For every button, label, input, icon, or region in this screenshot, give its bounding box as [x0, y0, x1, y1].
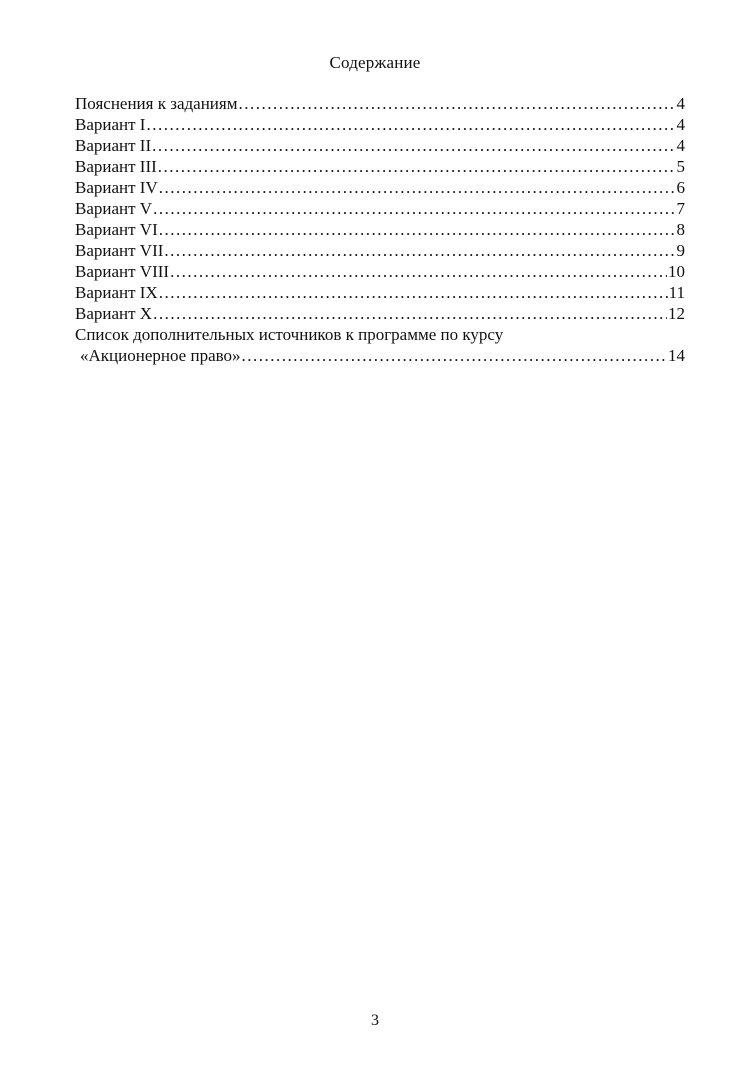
toc-leader-dots: [146, 114, 675, 135]
toc-leader-dots: [242, 345, 667, 366]
toc-entry-page: 14: [668, 346, 685, 365]
toc-leader-dots: [159, 177, 676, 198]
toc-entry-page: 11: [668, 283, 685, 302]
toc-leader-dots: [153, 198, 675, 219]
toc-leader-dots: [152, 135, 675, 156]
toc-leader-dots: [164, 240, 675, 261]
toc-entry-page: 9: [676, 241, 685, 260]
toc-leader-dots: [153, 303, 667, 324]
toc-entry-label: Вариант IV: [75, 178, 158, 197]
toc-entry[interactable]: [75, 93, 685, 114]
toc-leader-dots: [159, 219, 676, 240]
toc-entry-sources-line1[interactable]: [75, 324, 685, 345]
page-title: Содержание: [329, 53, 421, 72]
toc-entry[interactable]: [75, 282, 685, 303]
toc-entry-page: 8: [676, 220, 685, 239]
page-number: 3: [371, 1012, 379, 1029]
toc-entry-label: Вариант I: [75, 115, 146, 134]
toc-leader-dots: [158, 156, 676, 177]
toc-entry-page: 7: [676, 199, 685, 218]
toc-entry-label: Вариант V: [75, 199, 153, 218]
table-of-contents: [75, 93, 685, 366]
toc-entry[interactable]: [75, 240, 685, 261]
toc-entry[interactable]: [75, 156, 685, 177]
toc-entry-label: Вариант VII: [75, 241, 164, 260]
toc-entry-label: Вариант II: [75, 136, 152, 155]
toc-entry-page: 4: [676, 136, 685, 155]
toc-entry-page: 12: [668, 304, 685, 323]
toc-entry-label: Вариант IX: [75, 283, 158, 302]
toc-entry-page: 5: [676, 157, 685, 176]
toc-entry[interactable]: [75, 303, 685, 324]
toc-entry[interactable]: [75, 198, 685, 219]
toc-entry[interactable]: [75, 114, 685, 135]
toc-leader-dots: [170, 261, 667, 282]
toc-entry-page: 6: [676, 178, 685, 197]
toc-entry[interactable]: [75, 219, 685, 240]
toc-entry-label: Пояснения к заданиям: [75, 94, 238, 113]
toc-entry-page: 4: [676, 94, 685, 113]
toc-entry-sources-line2[interactable]: [75, 345, 685, 366]
toc-entry[interactable]: [75, 261, 685, 282]
toc-entry-label: Вариант VI: [75, 220, 158, 239]
toc-leader-dots: [159, 282, 668, 303]
toc-entry[interactable]: [75, 135, 685, 156]
toc-leader-dots: [238, 93, 675, 114]
toc-entry-label: Список дополнительных источников к программе по курсу: [75, 325, 504, 344]
toc-entry-page: 10: [668, 262, 685, 281]
toc-entry-label: «Акционерное право»: [80, 346, 241, 365]
toc-entry-label: Вариант X: [75, 304, 153, 323]
toc-entry-page: 4: [676, 115, 685, 134]
toc-entry[interactable]: [75, 177, 685, 198]
toc-entry-label: Вариант VIII: [75, 262, 170, 281]
toc-entry-label: Вариант III: [75, 157, 157, 176]
